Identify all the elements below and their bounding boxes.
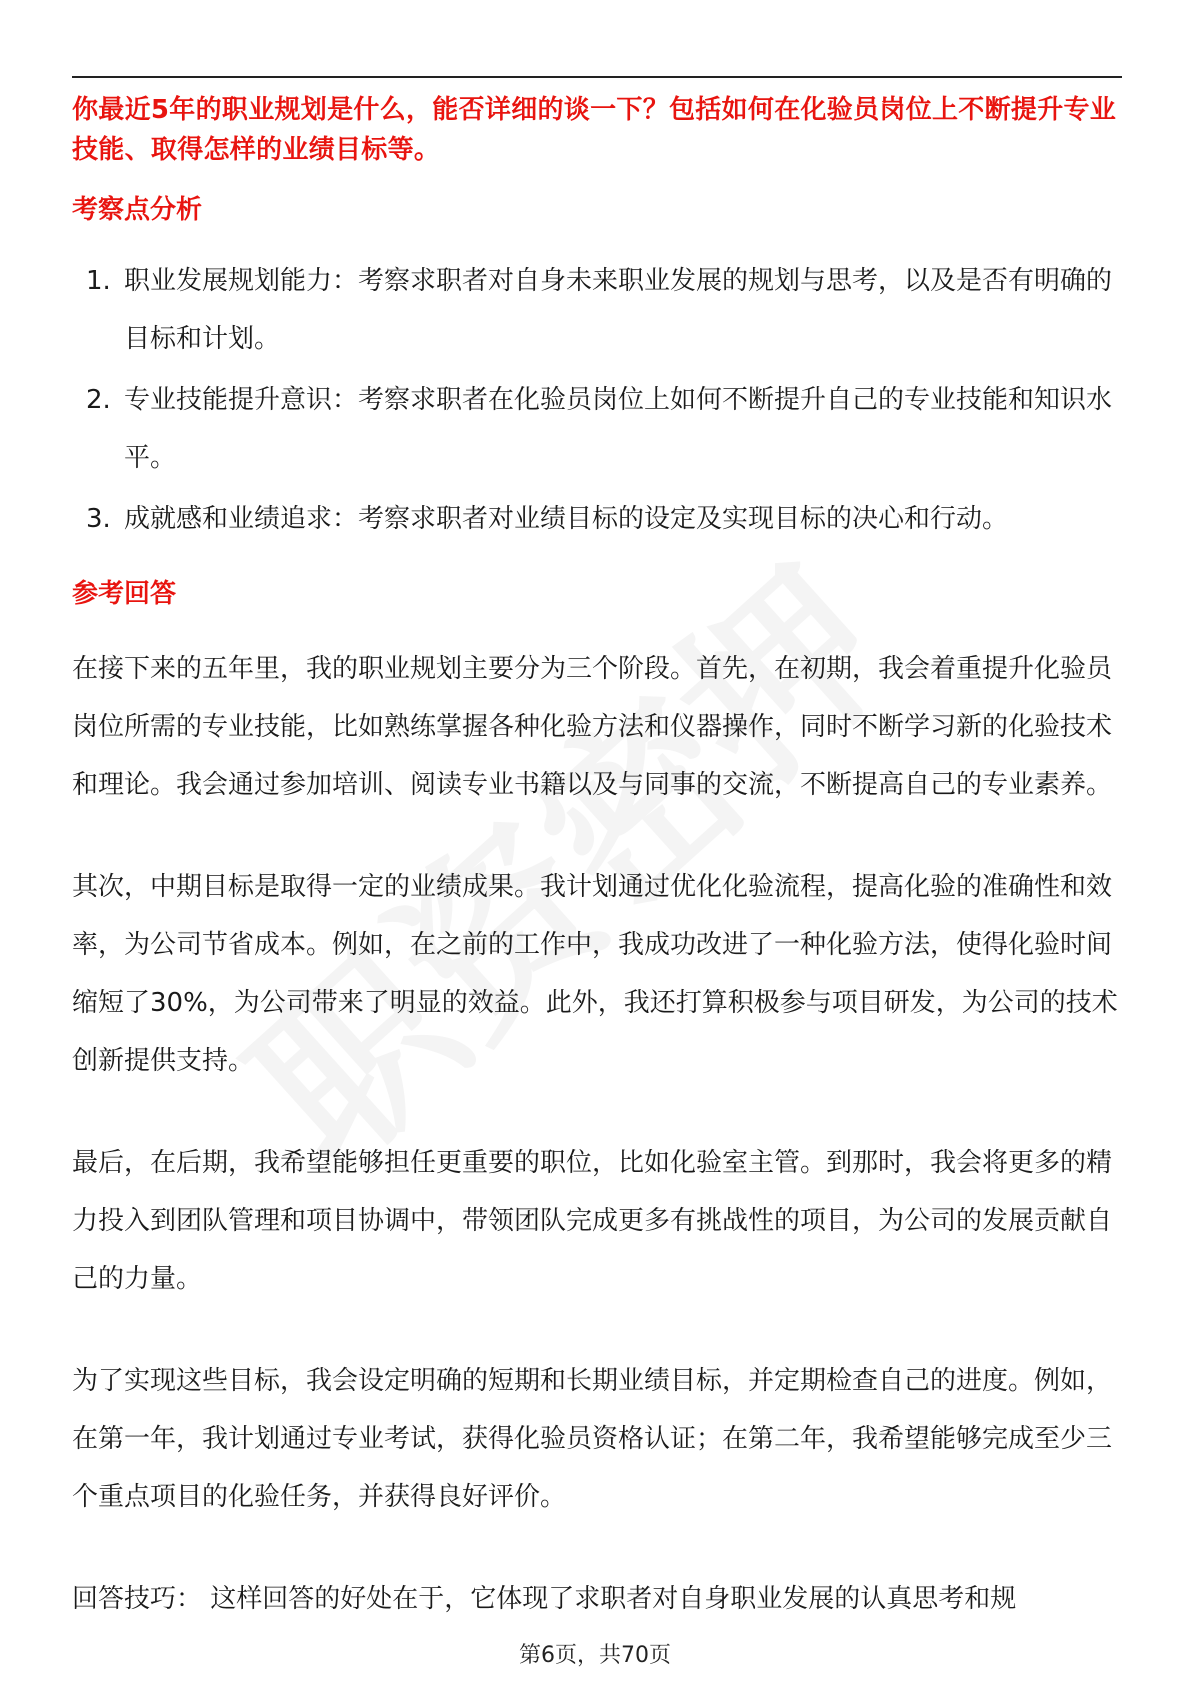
top-rule: [72, 76, 1122, 78]
list-item: [72, 490, 1122, 548]
list-item-text: 成就感和业绩追求：考察求职者对业绩目标的设定及实现目标的决心和行动。: [124, 504, 1009, 534]
page-content: [72, 90, 1122, 1628]
answer-paragraph-2: 其次，中期目标是取得一定的业绩成果。我计划通过优化化验流程，提高化验的准确性和效率，为公司节省成本。例如，在之前的工作中，我成功改进了一种化验方法，使得化验时间缩短了30%，为公司带来了明显的效益。此外，我还打算积极参与项目研发，为公司的技术创新提供支持。: [72, 872, 1118, 1076]
answer-paragraph-3: 最后，在后期，我希望能够担任更重要的职位，比如化验室主管。到那时，我会将更多的精力投入到团队管理和项目协调中，带领团队完成更多有挑战性的项目，为公司的发展贡献自己的力量。: [72, 1148, 1113, 1294]
analysis-list: [72, 252, 1122, 548]
list-item: [72, 252, 1122, 368]
list-item-text: 职业发展规划能力：考察求职者对自身未来职业发展的规划与思考，以及是否有明确的目标和计划。: [124, 266, 1113, 354]
list-item-text: 专业技能提升意识：考察求职者在化验员岗位上如何不断提升自己的专业技能和知识水平。: [124, 385, 1113, 473]
list-item-number: 3.: [86, 504, 111, 534]
list-item-number: 2.: [86, 385, 111, 415]
answer-paragraph-4: 为了实现这些目标，我会设定明确的短期和长期业绩目标，并定期检查自己的进度。例如，在第一年，我计划通过专业考试，获得化验员资格认证；在第二年，我希望能够完成至少三个重点项目的化验任务，并获得良好评价。: [72, 1366, 1113, 1512]
answer-heading: 参考回答: [72, 579, 177, 609]
answer-tips: 回答技巧： 这样回答的好处在于，它体现了求职者对自身职业发展的认真思考和规: [72, 1584, 1017, 1614]
answer-paragraph-1: 在接下来的五年里，我的职业规划主要分为三个阶段。首先，在初期，我会着重提升化验员岗位所需的专业技能，比如熟练掌握各种化验方法和仪器操作，同时不断学习新的化验技术和理论。我会通过参加培训、阅读专业书籍以及与同事的交流，不断提高自己的专业素养。: [72, 654, 1113, 800]
question-title: 你最近5年的职业规划是什么，能否详细的谈一下？包括如何在化验员岗位上不断提升专业技能、取得怎样的业绩目标等。: [72, 95, 1117, 165]
list-item: [72, 371, 1122, 487]
list-item-number: 1.: [86, 266, 111, 296]
page-number: 第6页，共70页: [519, 1643, 671, 1668]
analysis-heading: 考察点分析: [72, 195, 203, 225]
